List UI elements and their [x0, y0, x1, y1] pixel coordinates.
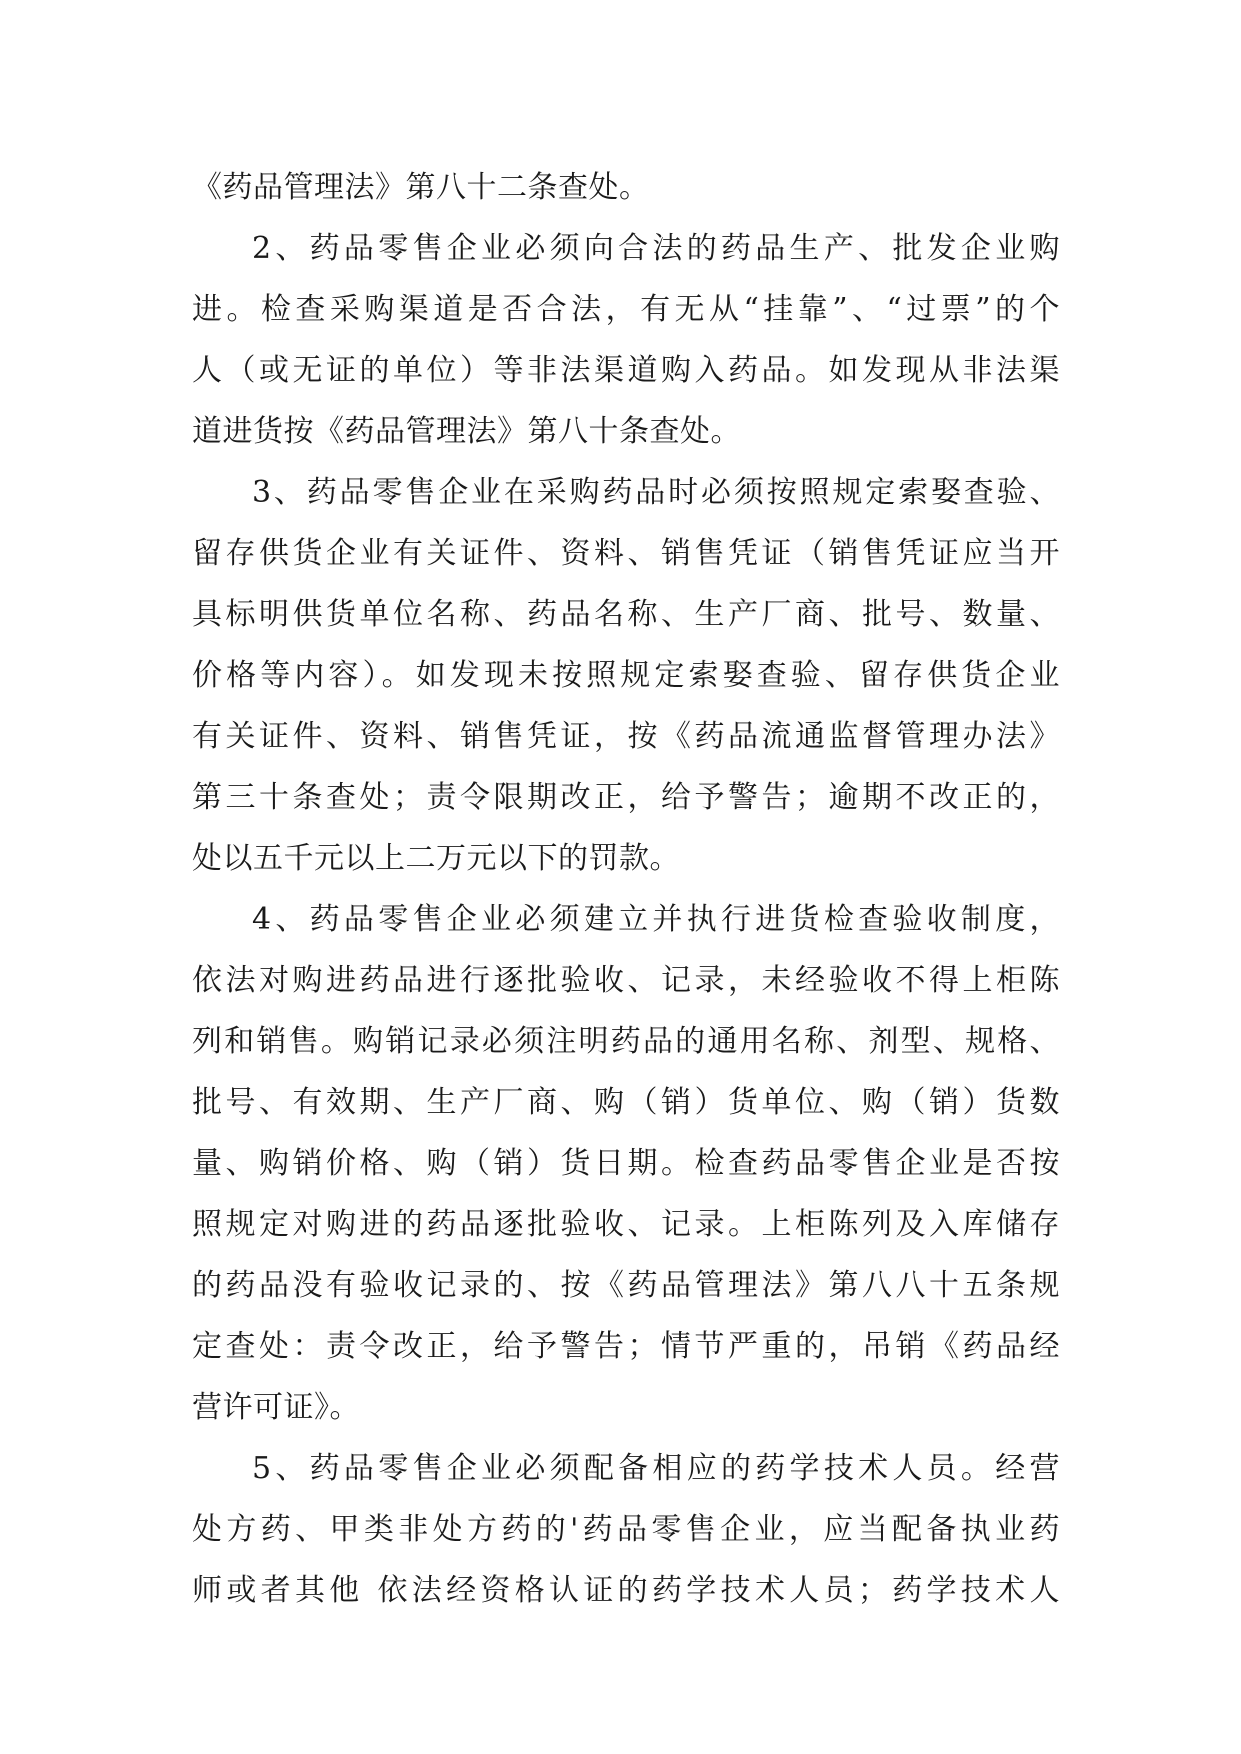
text-line: 处方药、甲类非处方药的'药品零售企业，应当配备执业药: [192, 1512, 1060, 1547]
text-line: 道进货按《药品管理法》第八十条查处。: [192, 414, 741, 449]
text-line: 依法对购进药品进行逐批验收、记录，未经验收不得上柜陈: [192, 963, 1060, 998]
text-line: 人（或无证的单位）等非法渠道购入药品。如发现从非法渠: [192, 353, 1060, 388]
text-line: 第三十条查处；责令限期改正，给予警告；逾期不改正的，: [192, 780, 1060, 815]
text-line: 量、购销价格、购（销）货日期。检查药品零售企业是否按: [192, 1146, 1060, 1181]
text-line: 有关证件、资料、销售凭证，按《药品流通监督管理办法》: [192, 719, 1060, 754]
text-line: 定查处：责令改正，给予警告；情节严重的，吊销《药品经: [192, 1329, 1060, 1364]
text-line: 价格等内容）。如发现未按照规定索娶查验、留存供货企业: [192, 658, 1060, 693]
text-line: 3、药品零售企业在采购药品时必须按照规定索娶查验、: [252, 475, 1060, 510]
text-line: 批号、有效期、生产厂商、购（销）货单位、购（销）货数: [192, 1085, 1060, 1120]
text-line: 具标明供货单位名称、药品名称、生产厂商、批号、数量、: [192, 597, 1060, 632]
text-line: 照规定对购进的药品逐批验收、记录。上柜陈列及入库储存: [192, 1207, 1060, 1242]
document-body: [192, 157, 1060, 1621]
text-line: 2、药品零售企业必须向合法的药品生产、批发企业购: [252, 231, 1060, 266]
text-line: 营许可证》。: [192, 1390, 360, 1425]
text-line: 的药品没有验收记录的、按《药品管理法》第八八十五条规: [192, 1268, 1060, 1303]
text-line: 留存供货企业有关证件、资料、销售凭证（销售凭证应当开: [192, 536, 1060, 571]
text-line: 列和销售。购销记录必须注明药品的通用名称、剂型、规格、: [192, 1024, 1060, 1059]
text-line: 进。检查采购渠道是否合法，有无从“挂靠”、“过票”的个: [192, 292, 1060, 327]
text-line: 处以五千元以上二万元以下的罚款。: [192, 841, 680, 876]
text-line: 师或者其他 依法经资格认证的药学技术人员；药学技术人: [192, 1573, 1060, 1608]
text-line: 4、药品零售企业必须建立并执行进货检查验收制度，: [252, 902, 1060, 937]
text-line: 《药品管理法》第八十二条查处。: [192, 170, 650, 205]
text-line: 5、药品零售企业必须配备相应的药学技术人员。经营: [252, 1451, 1060, 1486]
